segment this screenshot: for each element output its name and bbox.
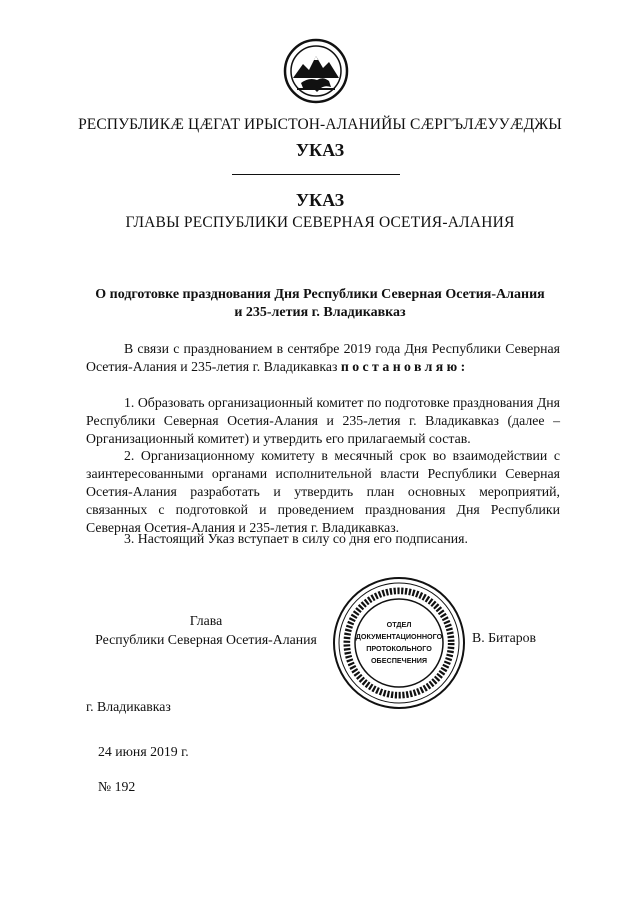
intro-emphasis: постановляю: (340, 359, 469, 374)
document-title-line1: О подготовке празднования Дня Республики Северная Осетия-Алания (95, 287, 545, 302)
document-date: 24 июня 2019 г. (98, 744, 189, 759)
intro-text: В связи с празднованием в сентябре 2019 года Дня Республики Северная Осетия-Алания и 235-летия г. Владикавказ (86, 341, 560, 374)
stamp-line-4: ОБЕСПЕЧЕНИЯ (370, 656, 428, 665)
clause-1: 1. Образовать организационный комитет по подготовке празднования Дня Республики Северная Осетия-Алания и 235-летия г. Владикавказ (далее – Организационный комитет) и утвердить его прилагаемый состав. (86, 395, 560, 446)
signatory-role (86, 611, 326, 649)
stamp-line-3: ПРОТОКОЛЬНОГО (366, 644, 432, 653)
document-title-line2: и 235-летия г. Владикавказ (234, 305, 406, 320)
ukaz-heading-russian: УКАЗ (295, 190, 345, 210)
head-of-republic-heading: ГЛАВЫ РЕСПУБЛИКИ СЕВЕРНАЯ ОСЕТИЯ-АЛАНИЯ (125, 214, 515, 231)
place-of-signing: г. Владикавказ (86, 699, 171, 714)
official-stamp (331, 575, 467, 711)
signatory-role-line2: Республики Северная Осетия-Алания (95, 632, 317, 647)
stamp-line-2: ДОКУМЕНТАЦИОННОГО (355, 632, 443, 641)
ossetian-header: РЕСПУБЛИКӔ ЦӔГАТ ИРЫСТОН-АЛАНИЙЫ СӔРГЪЛӔУУӔДЖЫ (78, 116, 562, 133)
document-number: № 192 (98, 779, 136, 794)
ukaz-heading-ossetian: УКАЗ (295, 140, 345, 160)
signer-name: В. Битаров (472, 630, 537, 645)
signatory-role-line1: Глава (189, 613, 223, 628)
clause-3: 3. Настоящий Указ вступает в силу со дня его подписания. (124, 531, 468, 546)
intro-paragraph (86, 340, 560, 376)
coat-of-arms-emblem (283, 38, 349, 104)
clause-2: 2. Организационному комитету в месячный срок во взаимодействии с заинтересованными органами исполнительной власти Республики Северная Осетия-Алания разработать и утвердить план основных мероприятий, связанных с подготовкой и проведением празднования Дня Республики Северная Осетия-Алания и 235-летия г. Владикавказ. (86, 448, 560, 535)
header-divider (232, 174, 400, 175)
document-title (60, 286, 580, 322)
stamp-line-1: ОТДЕЛ (386, 620, 412, 629)
